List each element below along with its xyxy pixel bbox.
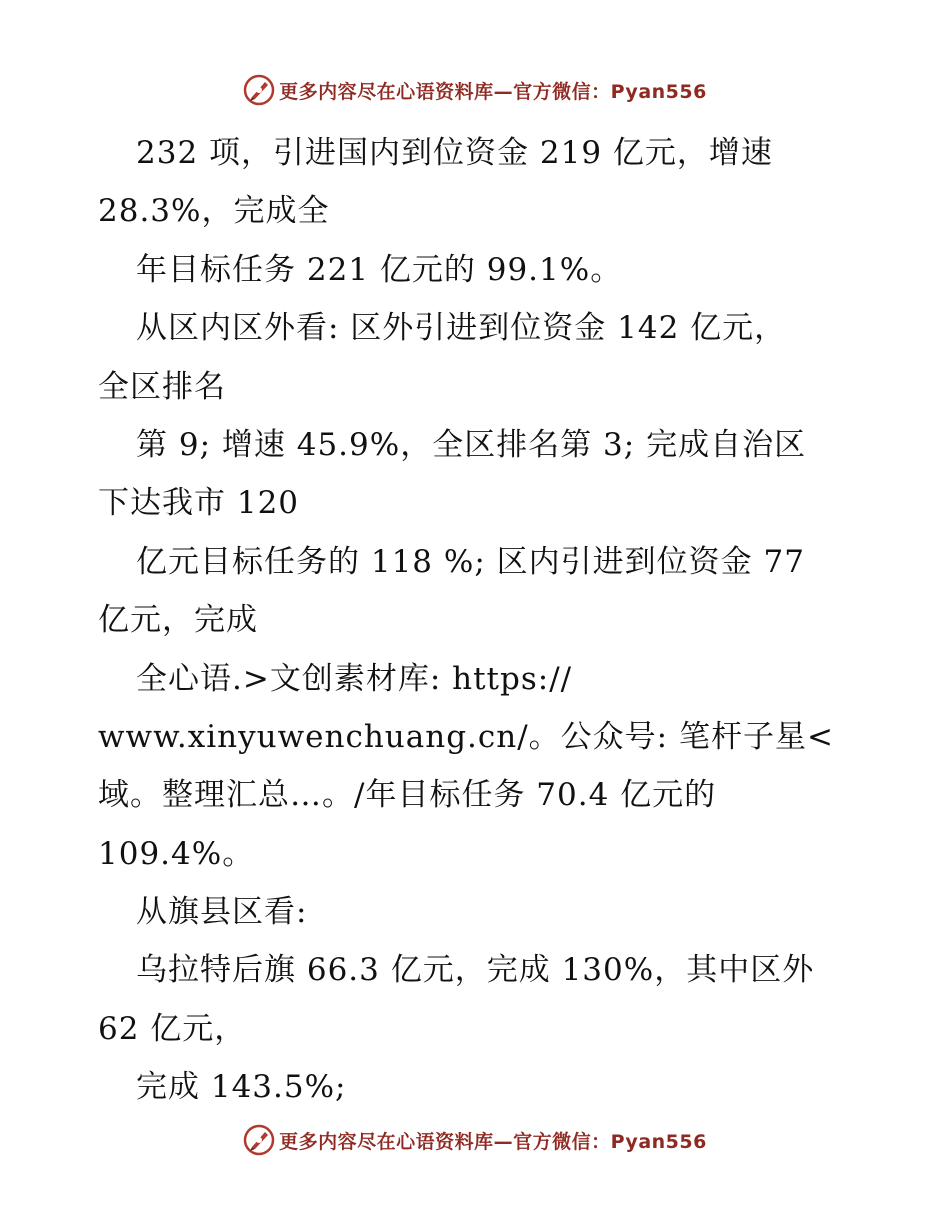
quill-seal-icon — [243, 74, 275, 106]
paragraph-line: 第 9; 增速 45.9%，全区排名第 3; 完成自治区 — [136, 426, 807, 463]
paragraph-line: 年目标任务 221 亿元的 99.1%。 — [136, 251, 623, 288]
footer-banner-text: 更多内容尽在心语资料库—官方微信：Pyan556 — [279, 1130, 707, 1153]
paragraph-line: 全区排名 — [98, 368, 226, 405]
header-banner-text: 更多内容尽在心语资料库—官方微信：Pyan556 — [279, 80, 707, 103]
paragraph-line: 232 项，引进国内到位资金 219 亿元，增速 — [136, 135, 773, 171]
paragraph-line: 下达我市 120 — [98, 485, 300, 522]
paragraph-line: www.xinyuwenchuang.cn/。公众号: 笔杆子星< — [98, 718, 834, 755]
paragraph-line: 完成 143.5%; — [136, 1069, 347, 1106]
paragraph-line: 亿元，完成 — [98, 602, 258, 639]
quill-seal-icon — [243, 1124, 275, 1156]
paragraph-line: 域。整理汇总…。/年目标任务 70.4 亿元的 — [98, 777, 717, 814]
paragraph-line: 亿元目标任务的 118 %; 区内引进到位资金 77 — [136, 543, 805, 580]
paragraph-line: 109.4%。 — [98, 835, 255, 872]
paragraph-line: 从旗县区看: — [136, 894, 308, 931]
paragraph-line: 从区内区外看: 区外引进到位资金 142 亿元， — [136, 310, 787, 347]
paragraph-line: 全心语.>文创素材库: https:// — [136, 660, 573, 697]
footer-banner — [0, 1122, 950, 1158]
header-banner — [0, 72, 950, 108]
paragraph-line: 乌拉特后旗 66.3 亿元，完成 130%，其中区外 — [136, 952, 815, 989]
paragraph-line: 62 亿元， — [98, 1010, 247, 1047]
document-body — [98, 124, 868, 1117]
paragraph-line: 28.3%，完成全 — [98, 193, 330, 230]
